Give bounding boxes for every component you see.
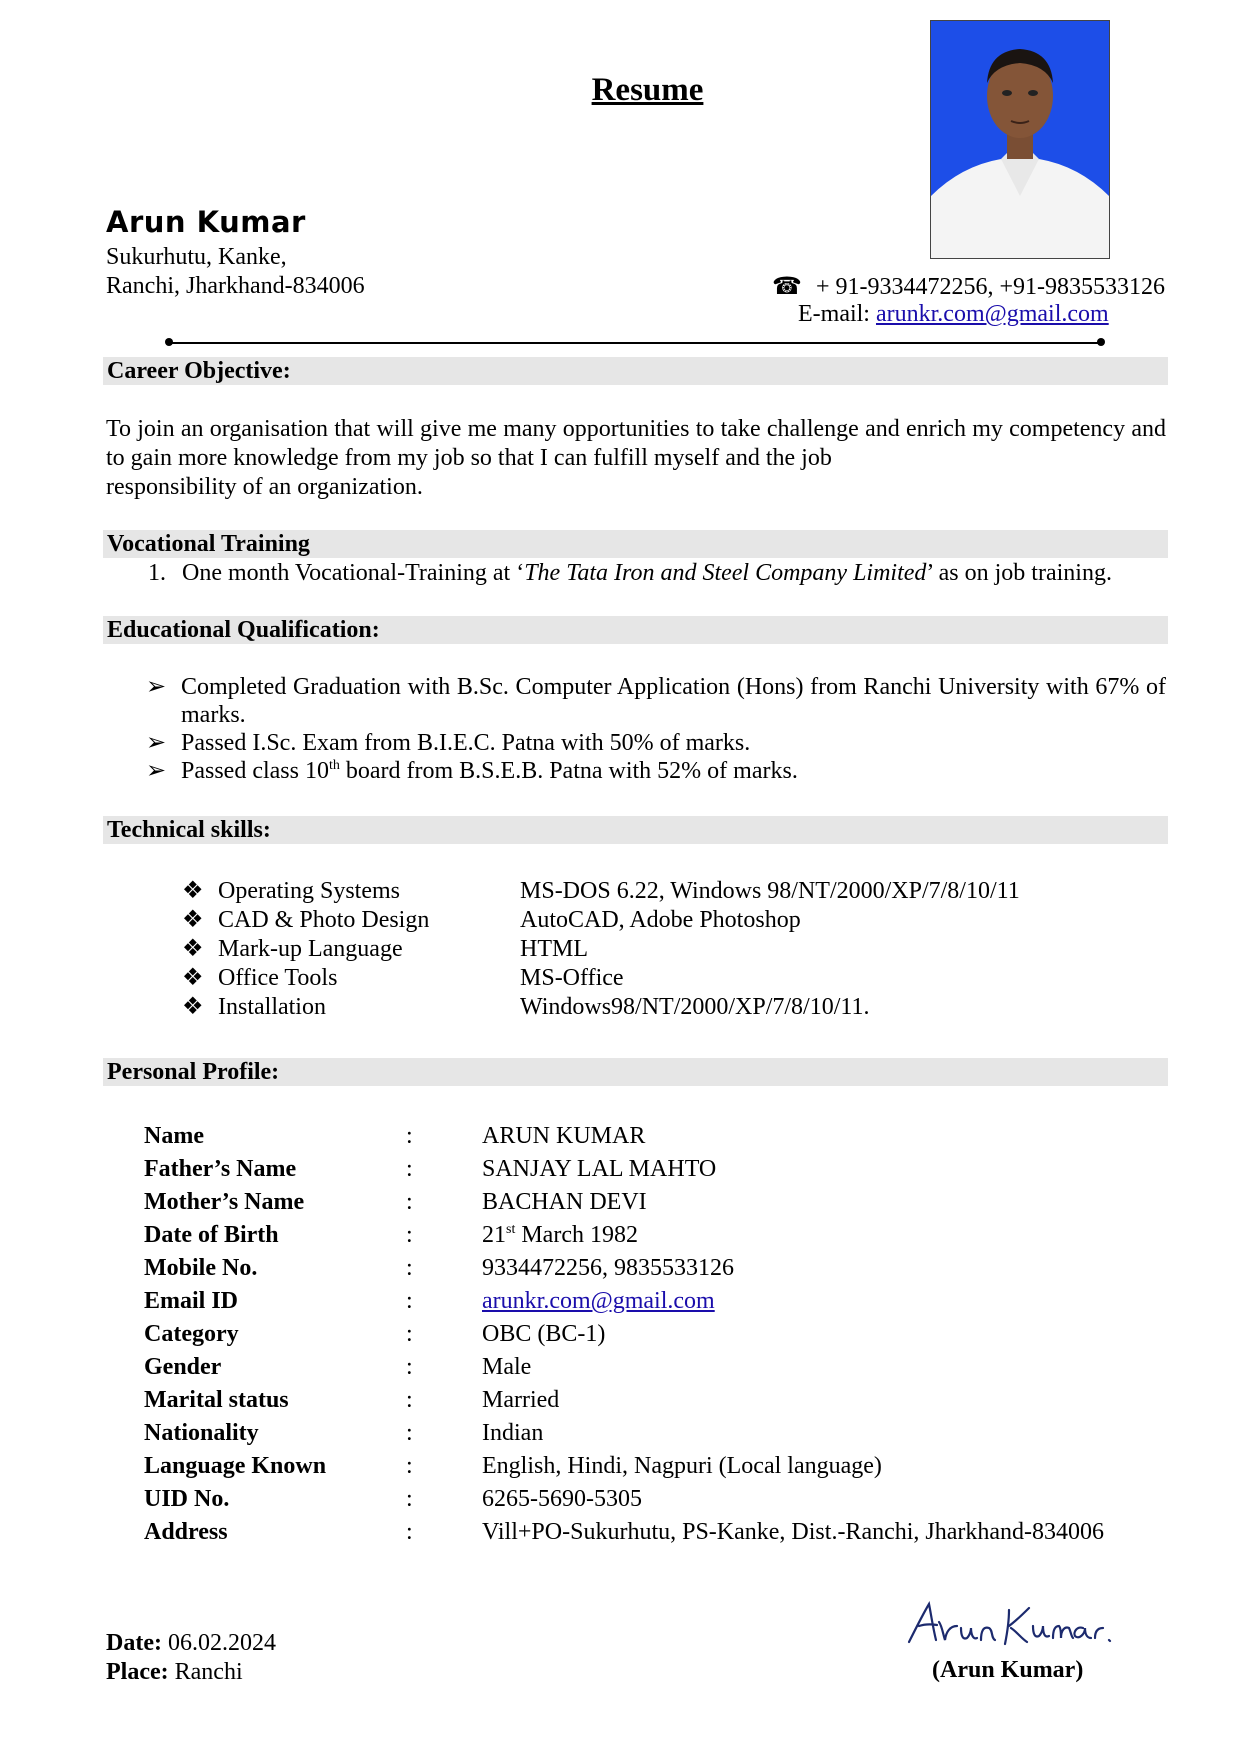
- profile-row-mother: [144, 1186, 1104, 1219]
- profile-colon: :: [406, 1189, 413, 1215]
- profile-label: Name: [144, 1123, 204, 1149]
- profile-label: Language Known: [144, 1453, 327, 1479]
- profile-colon: :: [406, 1486, 413, 1512]
- profile-row-mobile: [144, 1252, 1104, 1285]
- telephone-icon: ☎: [772, 274, 802, 300]
- signer-name: (Arun Kumar): [932, 1657, 1084, 1683]
- skill-key: Mark-up Language: [218, 936, 403, 962]
- profile-colon: :: [406, 1354, 413, 1380]
- profile-colon: :: [406, 1222, 413, 1248]
- profile-colon: :: [406, 1123, 413, 1149]
- profile-label: Nationality: [144, 1420, 259, 1446]
- signature-icon: [905, 1596, 1115, 1654]
- skill-value: MS-Office: [520, 965, 624, 991]
- email-label: E-mail:: [798, 301, 870, 327]
- arrow-bullet-icon: ➢: [146, 674, 167, 700]
- profile-label: Mobile No.: [144, 1255, 258, 1281]
- skill-value: AutoCAD, Adobe Photoshop: [520, 907, 801, 933]
- place-label: Place:: [106, 1659, 169, 1685]
- profile-value: OBC (BC-1): [482, 1321, 606, 1347]
- education-item-3-before: Passed class 10: [181, 758, 329, 784]
- profile-value: 9334472256, 9835533126: [482, 1255, 734, 1281]
- technical-skills-heading: Technical skills:: [103, 816, 1168, 844]
- career-objective-text: [106, 415, 1166, 502]
- profile-row-marital: [144, 1384, 1104, 1417]
- place-line: [106, 1658, 276, 1687]
- profile-row-email: [144, 1285, 1104, 1318]
- profile-value: Vill+PO-Sukurhutu, PS-Kanke, Dist.-Ranchi, Jharkhand-834006: [482, 1519, 1105, 1545]
- skill-value: MS-DOS 6.22, Windows 98/NT/2000/XP/7/8/10/11: [520, 878, 1020, 904]
- career-objective-heading: Career Objective:: [103, 357, 1168, 385]
- profile-row-father: [144, 1153, 1104, 1186]
- profile-value: SANJAY LAL MAHTO: [482, 1156, 717, 1182]
- profile-row-uid: [144, 1483, 1104, 1516]
- education-item-2: Passed I.Sc. Exam from B.I.E.C. Patna with 50% of marks.: [181, 730, 751, 756]
- skill-row: [182, 964, 1020, 993]
- diamond-bullet-icon: ❖: [182, 994, 204, 1020]
- profile-label: Date of Birth: [144, 1222, 279, 1248]
- arrow-bullet-icon: ➢: [146, 758, 167, 784]
- profile-colon: :: [406, 1519, 413, 1545]
- skill-key: Operating Systems: [218, 878, 400, 904]
- profile-colon: :: [406, 1387, 413, 1413]
- date-label: Date:: [106, 1630, 162, 1656]
- diamond-bullet-icon: ❖: [182, 878, 204, 904]
- profile-row-gender: [144, 1351, 1104, 1384]
- profile-label: Mother’s Name: [144, 1189, 305, 1215]
- profile-row-name: [144, 1120, 1104, 1153]
- profile-row-address: [144, 1516, 1104, 1545]
- person-photo-icon: [931, 21, 1109, 258]
- skills-list: [182, 877, 1020, 1022]
- education-item-3-after: board from B.S.E.B. Patna with 52% of marks.: [339, 758, 798, 784]
- address-line-1: Sukurhutu, Kanke,: [106, 244, 287, 270]
- vocational-text-before: One month Vocational-Training at ‘: [182, 560, 525, 586]
- profile-value: Male: [482, 1354, 532, 1380]
- skill-row: [182, 877, 1020, 906]
- rule-dot-right: [1097, 338, 1105, 346]
- profile-value: 6265-5690-5305: [482, 1486, 642, 1512]
- dob-rest: March 1982: [515, 1222, 638, 1248]
- profile-value: English, Hindi, Nagpuri (Local language): [482, 1453, 882, 1479]
- skill-key: CAD & Photo Design: [218, 907, 430, 933]
- profile-label: Gender: [144, 1354, 222, 1380]
- profile-colon: :: [406, 1321, 413, 1347]
- candidate-name: Arun Kumar: [106, 205, 306, 239]
- profile-label: UID No.: [144, 1486, 230, 1512]
- list-item: [146, 757, 1166, 785]
- date-value: 06.02.2024: [167, 1630, 276, 1656]
- dob-sup: st: [506, 1222, 516, 1237]
- email-link[interactable]: arunkr.com@gmail.com: [875, 301, 1109, 327]
- header-divider: [167, 342, 1102, 344]
- personal-profile-heading: Personal Profile:: [103, 1058, 1168, 1086]
- skill-key: Office Tools: [218, 965, 338, 991]
- phone-numbers: + 91-9334472256, +91-9835533126: [815, 274, 1165, 300]
- profile-photo: [930, 20, 1110, 259]
- diamond-bullet-icon: ❖: [182, 907, 204, 933]
- profile-row-dob: [144, 1219, 1104, 1252]
- skill-row: [182, 935, 1020, 964]
- company-name: The Tata Iron and Steel Company Limited: [524, 560, 927, 586]
- list-number: 1.: [148, 560, 166, 586]
- vocational-training-heading: Vocational Training: [103, 530, 1168, 558]
- profile-colon: :: [406, 1156, 413, 1182]
- profile-colon: :: [406, 1255, 413, 1281]
- profile-row-language: [144, 1450, 1104, 1483]
- education-item-1: Completed Graduation with B.Sc. Computer Application (Hons) from Ranchi University with 67% of marks.: [181, 674, 1166, 728]
- dob-day: 21: [482, 1222, 506, 1248]
- skill-row: [182, 906, 1020, 935]
- profile-value: Married: [482, 1387, 560, 1413]
- profile-colon: :: [406, 1453, 413, 1479]
- profile-value: Indian: [482, 1420, 544, 1446]
- profile-colon: :: [406, 1420, 413, 1446]
- date-line: [106, 1629, 276, 1658]
- date-place-block: [106, 1629, 276, 1687]
- vocational-training-item: [148, 559, 1112, 587]
- skill-row: [182, 993, 1020, 1022]
- skill-value: Windows98/NT/2000/XP/7/8/10/11.: [520, 994, 870, 1020]
- profile-label: Category: [144, 1321, 239, 1347]
- career-objective-main: To join an organisation that will give me many opportunities to take challenge and enrich my competency and to gain more knowledge from my job so that I can fulfill myself and the job: [106, 416, 1166, 471]
- vocational-text-after: ’ as on job training.: [926, 560, 1112, 586]
- profile-label: Father’s Name: [144, 1156, 297, 1182]
- page-title: Resume: [591, 72, 704, 108]
- profile-value: [482, 1219, 638, 1252]
- skill-value: HTML: [520, 936, 588, 962]
- list-item: [146, 673, 1166, 729]
- phone-line: [772, 272, 1165, 301]
- career-objective-last: responsibility of an organization.: [106, 474, 423, 500]
- list-item: [146, 729, 1166, 757]
- education-item-3-sup: th: [328, 758, 340, 773]
- profile-value: ARUN KUMAR: [482, 1123, 646, 1149]
- profile-email-link[interactable]: arunkr.com@gmail.com: [482, 1288, 715, 1314]
- arrow-bullet-icon: ➢: [146, 730, 167, 756]
- diamond-bullet-icon: ❖: [182, 936, 204, 962]
- place-value: Ranchi: [174, 1659, 243, 1685]
- skill-key: Installation: [218, 994, 326, 1020]
- education-list: [146, 673, 1166, 785]
- address-line-2: Ranchi, Jharkhand-834006: [106, 273, 365, 299]
- profile-label: Address: [144, 1519, 228, 1545]
- profile-row-nationality: [144, 1417, 1104, 1450]
- profile-row-category: [144, 1318, 1104, 1351]
- diamond-bullet-icon: ❖: [182, 965, 204, 991]
- email-line: [798, 301, 1109, 328]
- profile-colon: :: [406, 1288, 413, 1314]
- education-heading: Educational Qualification:: [103, 616, 1168, 644]
- profile-label: Email ID: [144, 1288, 239, 1314]
- profile-label: Marital status: [144, 1387, 289, 1413]
- personal-profile-table: [144, 1120, 1104, 1545]
- profile-value: BACHAN DEVI: [482, 1189, 647, 1215]
